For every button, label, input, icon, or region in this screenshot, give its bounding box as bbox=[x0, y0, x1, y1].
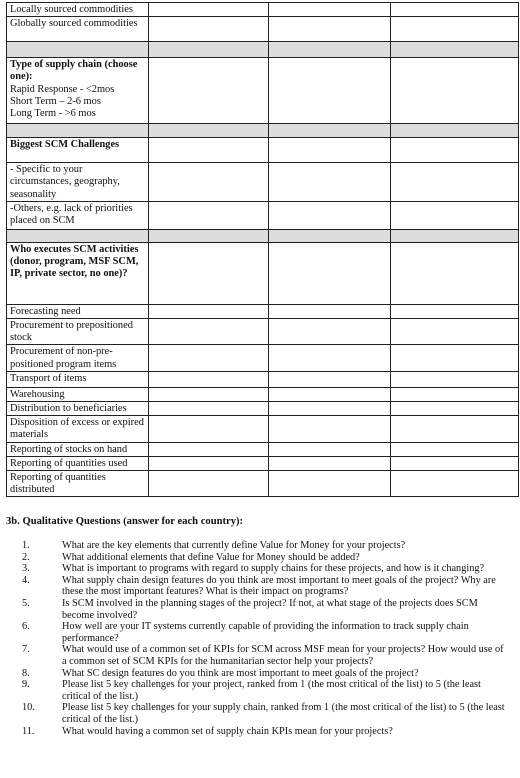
section-title: Type of supply chain (choose one): bbox=[10, 59, 138, 83]
table-row bbox=[7, 163, 519, 202]
section-header-row bbox=[7, 58, 519, 124]
row-label: Reporting of quantities distributed bbox=[10, 472, 106, 496]
answer-cell bbox=[391, 304, 519, 318]
answer-cell bbox=[391, 163, 519, 202]
row-label-cell bbox=[7, 442, 149, 456]
question-number: 2. bbox=[22, 551, 30, 563]
answer-cell bbox=[149, 17, 269, 42]
question-number: 5. bbox=[22, 597, 30, 609]
row-label-cell bbox=[7, 229, 149, 242]
table-row bbox=[7, 387, 519, 401]
question-text: How well are your IT systems currently capable of providing the information to track supply chain performance? bbox=[62, 621, 469, 644]
answer-cell bbox=[149, 58, 269, 124]
question-item bbox=[0, 552, 520, 564]
separator-row bbox=[7, 229, 519, 242]
section-title: Who executes SCM activities (donor, program, MSF SCM, IP, private sector, no one)? bbox=[10, 243, 139, 280]
answer-cell bbox=[149, 345, 269, 371]
question-number: 7. bbox=[22, 644, 30, 656]
answer-cell bbox=[149, 471, 269, 497]
answer-cell bbox=[149, 42, 269, 58]
question-number: 8. bbox=[22, 667, 30, 679]
row-label-cell bbox=[7, 387, 149, 401]
answer-cell bbox=[149, 138, 269, 163]
answer-cell bbox=[149, 124, 269, 138]
question-number: 4. bbox=[22, 574, 30, 586]
row-label-cell bbox=[7, 163, 149, 202]
table-row bbox=[7, 371, 519, 387]
table-row bbox=[7, 416, 519, 442]
question-number: 11. bbox=[22, 725, 35, 737]
answer-cell bbox=[391, 201, 519, 229]
table-row bbox=[7, 201, 519, 229]
question-text: Please list 5 key challenges for your project, ranked from 1 (the most critical of the list) to 5 (the least critical of the list.) bbox=[62, 679, 481, 702]
row-label: -Others, e.g. lack of priorities placed on SCM bbox=[10, 202, 133, 227]
answer-cell bbox=[149, 319, 269, 345]
row-label: Reporting of stocks on hand bbox=[10, 443, 128, 455]
question-text: Is SCM involved in the planning stages of the project? If not, at what stage of the projects does SCM become involved? bbox=[62, 597, 478, 621]
answer-cell bbox=[391, 17, 519, 42]
answer-cell bbox=[391, 402, 519, 416]
answer-cell bbox=[149, 456, 269, 470]
answer-cell bbox=[269, 442, 391, 456]
supply-chain-table bbox=[6, 2, 519, 497]
question-item bbox=[0, 644, 520, 667]
answer-cell bbox=[149, 416, 269, 442]
question-item bbox=[0, 726, 520, 738]
row-label-cell bbox=[7, 416, 149, 442]
section-header-row bbox=[7, 138, 519, 163]
answer-cell bbox=[149, 3, 269, 17]
row-label-cell bbox=[7, 371, 149, 387]
answer-cell bbox=[391, 387, 519, 401]
row-label-cell bbox=[7, 304, 149, 318]
question-item bbox=[0, 702, 520, 725]
question-text: What are the key elements that currently define Value for Money for your projects? bbox=[62, 540, 406, 551]
section-option: Short Term – 2-6 mos bbox=[10, 95, 101, 107]
row-label-cell bbox=[7, 3, 149, 17]
question-item bbox=[0, 621, 520, 644]
answer-cell bbox=[269, 229, 391, 242]
row-label: Globally sourced commodities bbox=[10, 18, 138, 30]
answer-cell bbox=[269, 17, 391, 42]
row-label-cell bbox=[7, 124, 149, 138]
answer-cell bbox=[391, 229, 519, 242]
answer-cell bbox=[149, 242, 269, 304]
row-label: Locally sourced commodities bbox=[10, 4, 133, 15]
row-label: Procurement to prepositioned stock bbox=[10, 320, 133, 344]
question-item bbox=[0, 679, 520, 702]
answer-cell bbox=[269, 416, 391, 442]
table-body bbox=[7, 3, 519, 497]
table-row bbox=[7, 319, 519, 345]
question-text: What additional elements that define Value for Money should be added? bbox=[62, 551, 360, 563]
row-label: Reporting of quantities used bbox=[10, 457, 128, 469]
section-heading: 3b. Qualitative Questions (answer for each country): bbox=[6, 516, 244, 527]
answer-cell bbox=[269, 124, 391, 138]
question-item bbox=[0, 540, 520, 552]
table-row bbox=[7, 3, 519, 17]
answer-cell bbox=[149, 442, 269, 456]
answer-cell bbox=[269, 304, 391, 318]
answer-cell bbox=[269, 319, 391, 345]
answer-cell bbox=[149, 371, 269, 387]
table-row bbox=[7, 17, 519, 42]
question-number: 6. bbox=[22, 621, 30, 633]
row-label-cell bbox=[7, 201, 149, 229]
row-label: Transport of items bbox=[10, 372, 87, 384]
row-label: Disposition of excess or expired materials bbox=[10, 417, 144, 441]
answer-cell bbox=[269, 201, 391, 229]
row-label-cell bbox=[7, 345, 149, 371]
answer-cell bbox=[269, 387, 391, 401]
section-option: Long Term - >6 mos bbox=[10, 108, 96, 120]
row-label-cell bbox=[7, 58, 149, 124]
answer-cell bbox=[149, 387, 269, 401]
question-item bbox=[0, 598, 520, 621]
question-text: What is important to programs with regard to supply chains for these projects, and how is it changing? bbox=[62, 563, 485, 575]
row-label-cell bbox=[7, 319, 149, 345]
answer-cell bbox=[391, 42, 519, 58]
table-row bbox=[7, 456, 519, 470]
answer-cell bbox=[269, 3, 391, 17]
row-label-cell bbox=[7, 138, 149, 163]
section-title: Biggest SCM Challenges bbox=[10, 139, 120, 151]
answer-cell bbox=[269, 242, 391, 304]
answer-cell bbox=[149, 229, 269, 242]
answer-cell bbox=[391, 371, 519, 387]
section-header-row bbox=[7, 242, 519, 304]
answer-cell bbox=[269, 471, 391, 497]
answer-cell bbox=[391, 345, 519, 371]
separator-row bbox=[7, 124, 519, 138]
answer-cell bbox=[391, 3, 519, 17]
answer-cell bbox=[391, 416, 519, 442]
question-number: 9. bbox=[22, 679, 30, 691]
question-number: 3. bbox=[22, 563, 30, 575]
row-label-cell bbox=[7, 242, 149, 304]
answer-cell bbox=[391, 456, 519, 470]
table-row bbox=[7, 402, 519, 416]
row-label-cell bbox=[7, 17, 149, 42]
answer-cell bbox=[149, 201, 269, 229]
answer-cell bbox=[391, 58, 519, 124]
answer-cell bbox=[391, 242, 519, 304]
answer-cell bbox=[391, 124, 519, 138]
question-number: 1. bbox=[22, 540, 30, 551]
answer-cell bbox=[391, 319, 519, 345]
answer-cell bbox=[391, 471, 519, 497]
question-text: Please list 5 key challenges for your supply chain, ranked from 1 (the most critical of the list) to 5 (the least critical of the list.) bbox=[62, 702, 505, 725]
table-row bbox=[7, 304, 519, 318]
question-text: What would having a common set of supply chain KPIs mean for your projects? bbox=[62, 725, 393, 737]
question-item bbox=[0, 668, 520, 680]
answer-cell bbox=[269, 402, 391, 416]
row-label: Distribution to beneficiaries bbox=[10, 403, 127, 415]
question-text: What SC design features do you think are most important to meet goals of the project? bbox=[62, 667, 419, 679]
question-item bbox=[0, 575, 520, 598]
row-label-cell bbox=[7, 42, 149, 58]
row-label-cell bbox=[7, 471, 149, 497]
answer-cell bbox=[269, 345, 391, 371]
answer-cell bbox=[269, 163, 391, 202]
qualitative-questions-list bbox=[0, 540, 520, 737]
answer-cell bbox=[269, 58, 391, 124]
table-row bbox=[7, 442, 519, 456]
row-label: Warehousing bbox=[10, 388, 65, 400]
question-text: What would use of a common set of KPIs for SCM across MSF mean for your projects? How would use of a common set of SCM KPIs for the humanitarian sector help your projects? bbox=[62, 644, 504, 667]
answer-cell bbox=[269, 42, 391, 58]
question-text: What supply chain design features do you think are most important to meet goals of the project? Why are these the most important features? What is their impact on programs? bbox=[62, 574, 496, 598]
row-label-cell bbox=[7, 402, 149, 416]
table-row bbox=[7, 471, 519, 497]
answer-cell bbox=[149, 304, 269, 318]
answer-cell bbox=[269, 456, 391, 470]
question-item bbox=[0, 563, 520, 575]
separator-row bbox=[7, 42, 519, 58]
answer-cell bbox=[149, 402, 269, 416]
row-label-cell bbox=[7, 456, 149, 470]
section-option: Rapid Response - <2mos bbox=[10, 83, 115, 95]
answer-cell bbox=[149, 163, 269, 202]
row-label: - Specific to your circumstances, geography, seasonality bbox=[10, 164, 120, 200]
answer-cell bbox=[269, 138, 391, 163]
question-number: 10. bbox=[22, 702, 35, 714]
answer-cell bbox=[391, 442, 519, 456]
row-label: Forecasting need bbox=[10, 305, 81, 317]
table-row bbox=[7, 345, 519, 371]
row-label: Procurement of non-pre-positioned program items bbox=[10, 346, 117, 370]
answer-cell bbox=[391, 138, 519, 163]
answer-cell bbox=[269, 371, 391, 387]
